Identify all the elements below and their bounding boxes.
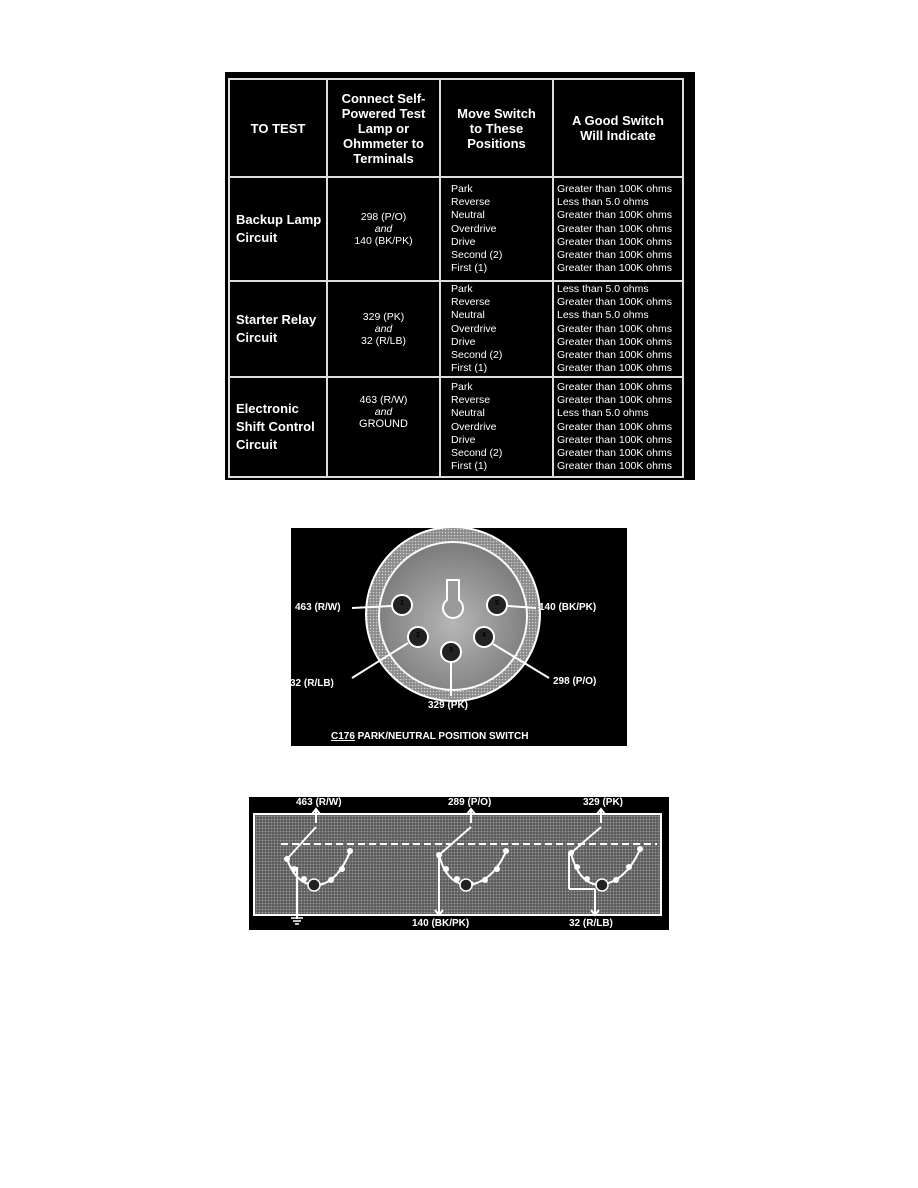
- indication-item: Greater than 100K ohms: [557, 460, 672, 473]
- table-row: [229, 377, 683, 477]
- terminal-b: 32 (R/LB): [361, 335, 406, 348]
- position-item: Second (2): [451, 349, 503, 362]
- wire-label-32: 32 (R/LB): [290, 678, 334, 689]
- header-connect: Connect Self-Powered Test Lamp or Ohmmeter to Terminals: [327, 79, 440, 177]
- table-top-rule: [225, 72, 684, 74]
- indication-item: Greater than 100K ohms: [557, 362, 672, 375]
- connector-key-slot: [443, 580, 463, 618]
- position-list: [440, 377, 553, 477]
- circuit-name: Backup Lamp Circuit: [229, 177, 327, 281]
- schematic-label-329: 329 (PK): [583, 797, 624, 808]
- section-1-d-marker: [308, 879, 320, 891]
- schematic-label-463: 463 (R/W): [296, 797, 342, 808]
- indication-list: [553, 377, 683, 477]
- terminal-and: and: [374, 323, 393, 336]
- connector-drawing: [291, 528, 627, 746]
- position-item: Overdrive: [451, 222, 497, 235]
- position-item: Overdrive: [451, 322, 497, 335]
- terminal-pair: [327, 281, 440, 377]
- section-2-d-marker: [460, 879, 472, 891]
- connector-code: C176: [331, 731, 355, 742]
- indication-item: Less than 5.0 ohms: [557, 283, 649, 296]
- position-item: Reverse: [451, 196, 491, 209]
- indication-item: Greater than 100K ohms: [557, 420, 672, 433]
- position-item: Reverse: [451, 394, 491, 407]
- position-item: Overdrive: [451, 420, 497, 433]
- indication-item: Greater than 100K ohms: [557, 349, 672, 362]
- pin-number: 4: [482, 632, 486, 639]
- connector-figure: [291, 528, 627, 746]
- terminal-and: and: [374, 223, 393, 236]
- terminal-a: 329 (PK): [362, 311, 405, 324]
- indication-item: Greater than 100K ohms: [557, 262, 672, 275]
- position-item: Park: [451, 381, 473, 394]
- connector-caption: [331, 731, 528, 742]
- header-indicate: A Good Switch Will Indicate: [553, 79, 683, 177]
- position-item: Drive: [451, 335, 476, 348]
- wire-label-140: 140 (BK/PK): [539, 602, 597, 613]
- table-row: [229, 177, 683, 281]
- position-item: Second (2): [451, 249, 503, 262]
- terminal-and: and: [374, 406, 393, 419]
- indication-item: Greater than 100K ohms: [557, 183, 672, 196]
- schematic-label-289: 289 (P/O): [448, 797, 492, 808]
- indication-item: Greater than 100K ohms: [557, 381, 672, 394]
- position-item: First (1): [451, 262, 488, 275]
- wire-label-463: 463 (R/W): [295, 602, 341, 613]
- switch-test-table: [228, 78, 684, 478]
- pin-number: 2: [416, 632, 420, 639]
- position-item: Reverse: [451, 296, 491, 309]
- indication-item: Less than 5.0 ohms: [557, 309, 649, 322]
- indication-item: Greater than 100K ohms: [557, 222, 672, 235]
- position-item: Neutral: [451, 309, 485, 322]
- indication-item: Greater than 100K ohms: [557, 249, 672, 262]
- indication-item: Greater than 100K ohms: [557, 433, 672, 446]
- terminal-b: GROUND: [359, 418, 408, 431]
- terminal-pair: [327, 377, 440, 477]
- header-move: Move Switch to These Positions: [440, 79, 553, 177]
- position-item: First (1): [451, 460, 488, 473]
- indication-item: Greater than 100K ohms: [557, 335, 672, 348]
- table-header-row: [229, 79, 683, 177]
- pin-number: 3: [449, 647, 453, 654]
- pin-number: 5: [495, 600, 499, 607]
- indication-item: Greater than 100K ohms: [557, 322, 672, 335]
- position-item: Park: [451, 183, 473, 196]
- indication-list: [553, 177, 683, 281]
- terminal-a: 298 (P/O): [360, 211, 407, 224]
- schematic-label-32: 32 (R/LB): [569, 918, 613, 929]
- header-to-test: TO TEST: [229, 79, 327, 177]
- position-item: Park: [451, 283, 473, 296]
- position-item: First (1): [451, 362, 488, 375]
- indication-item: Less than 5.0 ohms: [557, 196, 649, 209]
- position-list: [440, 177, 553, 281]
- pin-number: 1: [400, 600, 404, 607]
- table-right-edge: [684, 72, 695, 480]
- indication-item: Greater than 100K ohms: [557, 296, 672, 309]
- indication-item: Greater than 100K ohms: [557, 447, 672, 460]
- wire-label-298: 298 (P/O): [553, 676, 597, 687]
- test-table-panel: [225, 72, 695, 480]
- position-item: Neutral: [451, 209, 485, 222]
- schematic-label-140: 140 (BK/PK): [412, 918, 470, 929]
- wire-label-329: 329 (PK): [428, 700, 469, 711]
- indication-list: [553, 281, 683, 377]
- position-item: Drive: [451, 235, 476, 248]
- connector-title: PARK/NEUTRAL POSITION SWITCH: [354, 731, 529, 742]
- circuit-name: Electronic Shift Control Circuit: [229, 377, 327, 477]
- indication-item: Less than 5.0 ohms: [557, 407, 649, 420]
- circuit-name: Starter Relay Circuit: [229, 281, 327, 377]
- section-3-d-marker: [596, 879, 608, 891]
- position-item: Neutral: [451, 407, 485, 420]
- indication-item: Greater than 100K ohms: [557, 209, 672, 222]
- terminal-pair: [327, 177, 440, 281]
- indication-item: Greater than 100K ohms: [557, 235, 672, 248]
- terminal-a: 463 (R/W): [359, 394, 408, 407]
- switch-schematic: [249, 797, 669, 930]
- position-item: Drive: [451, 433, 476, 446]
- schematic-drawing: [249, 797, 669, 930]
- table-row: [229, 281, 683, 377]
- position-list: [440, 281, 553, 377]
- indication-item: Greater than 100K ohms: [557, 394, 672, 407]
- terminal-b: 140 (BK/PK): [354, 235, 413, 248]
- position-item: Second (2): [451, 447, 503, 460]
